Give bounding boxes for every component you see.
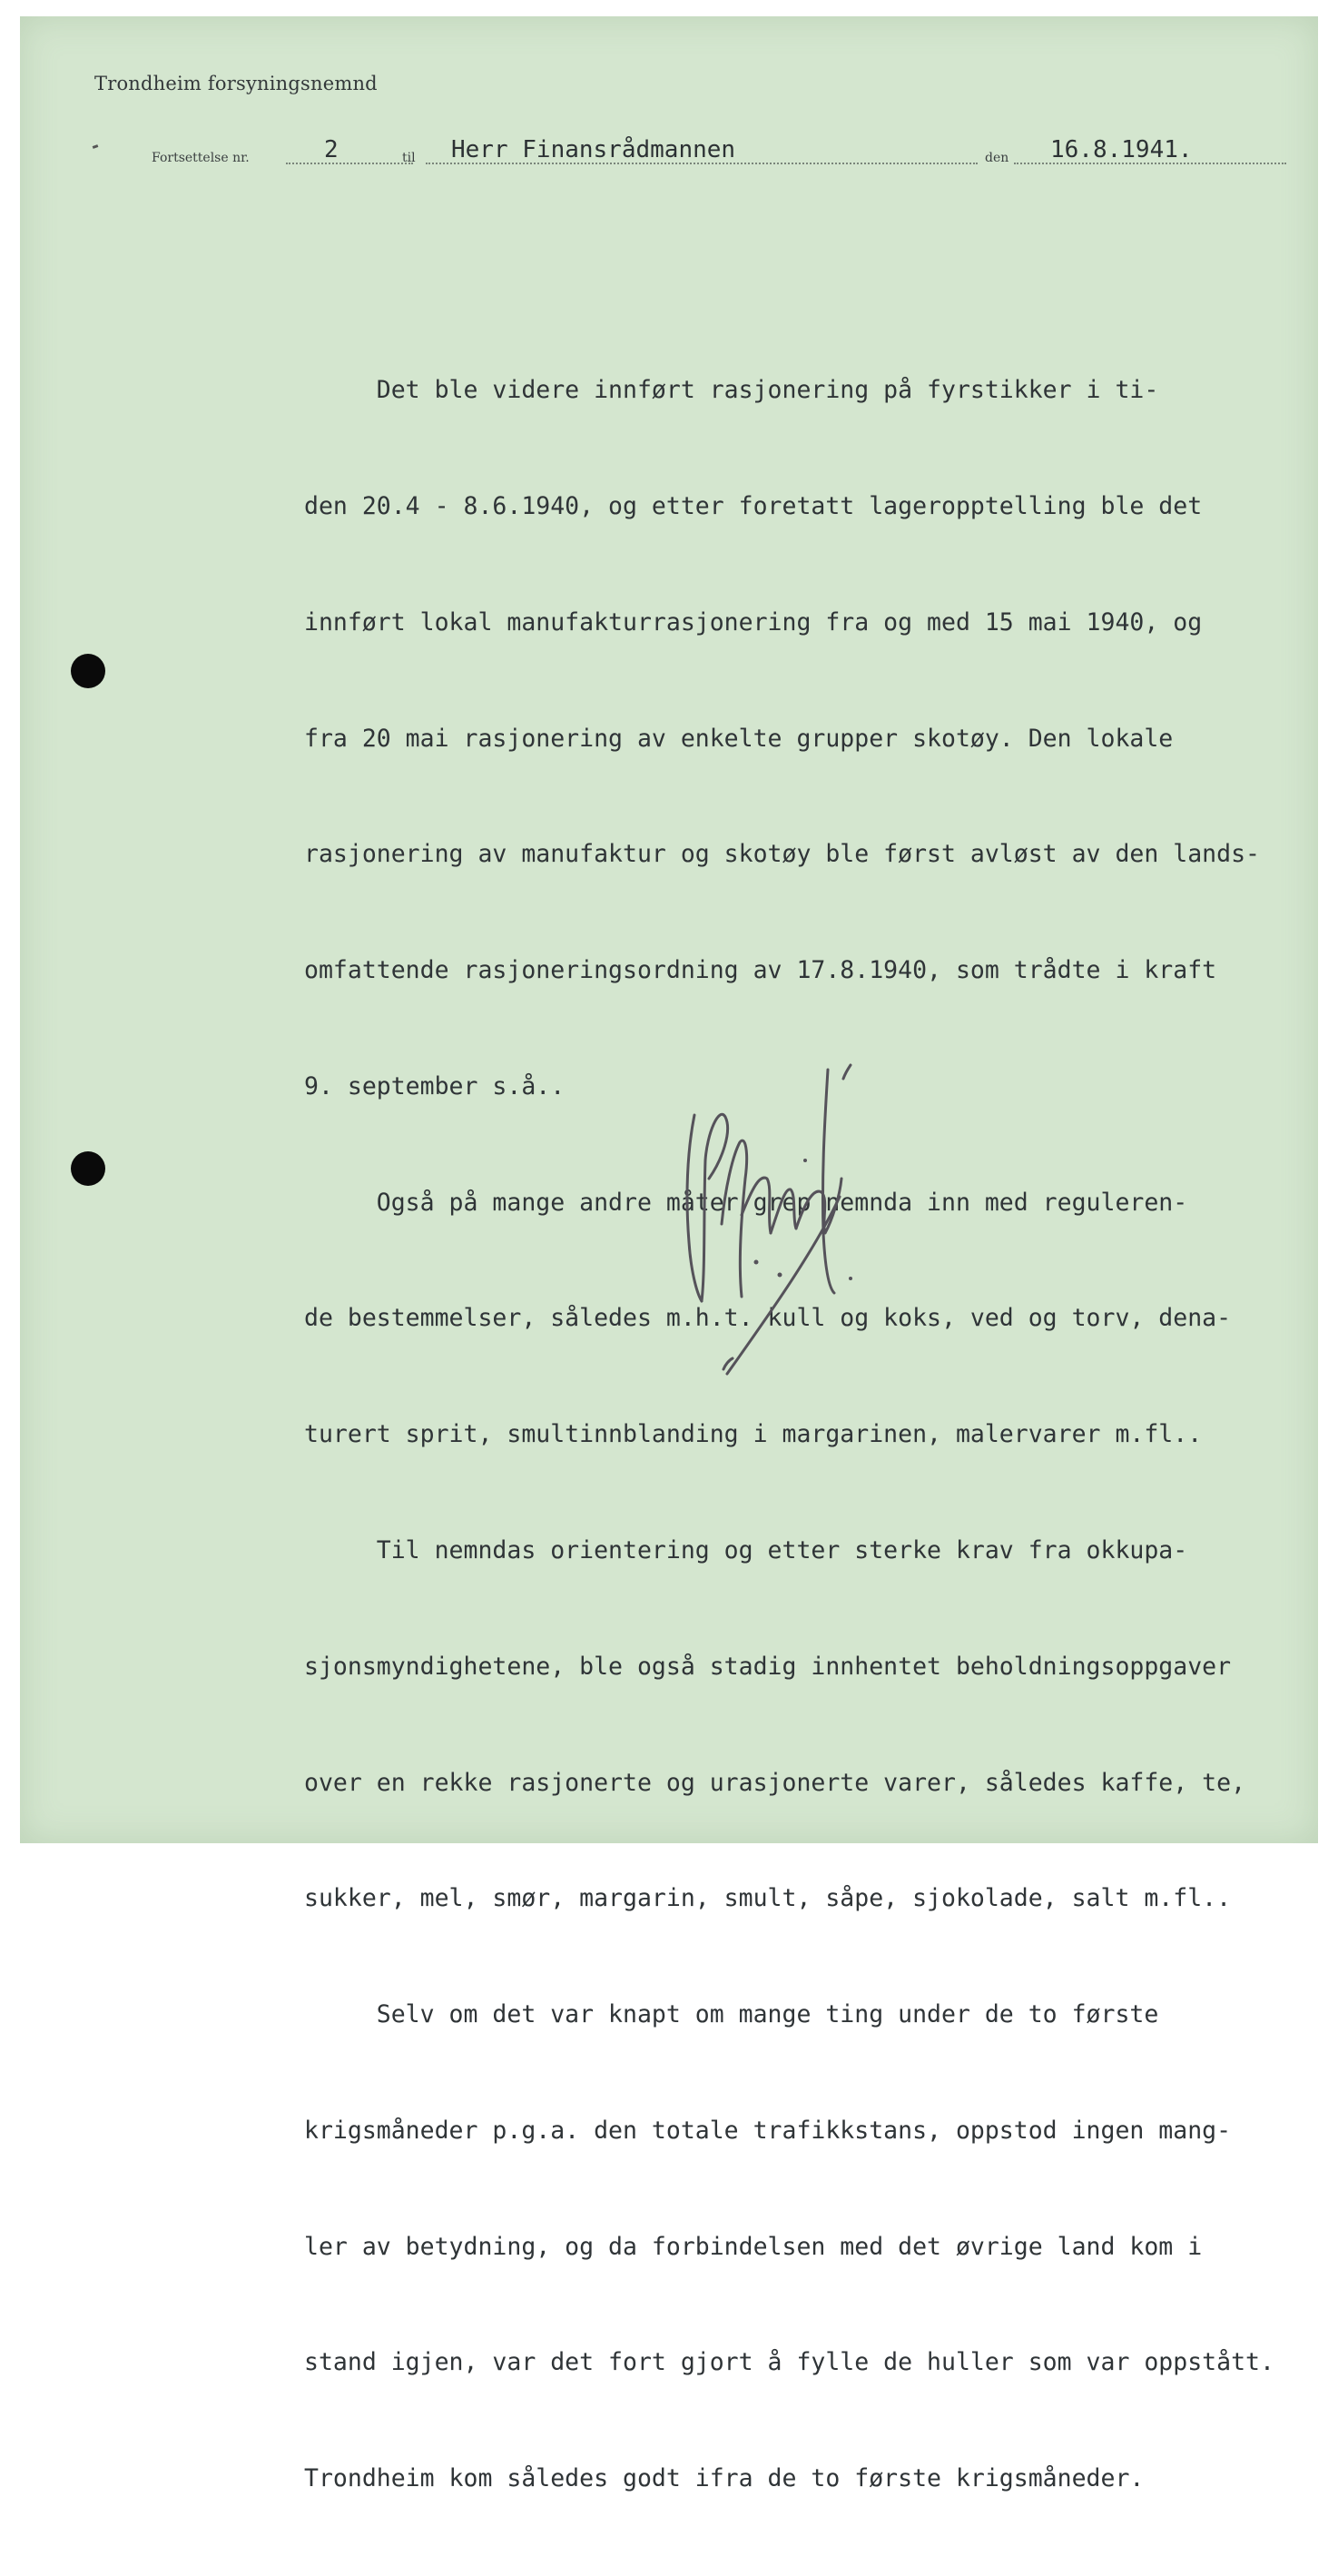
body-line: Også på mange andre måter grep nemnda inn med reguleren- <box>304 1188 1188 1217</box>
body-line: rasjonering av manufaktur og skotøy ble først avløst av den lands- <box>304 840 1260 869</box>
continuation-number: 2 <box>324 136 339 163</box>
recipient: Herr Finansrådmannen <box>451 136 736 163</box>
body-line: krigsmåneder p.g.a. den totale trafikkstans, oppstod ingen mang- <box>304 2116 1232 2145</box>
stray-mark <box>93 144 99 149</box>
letterhead: Trondheim forsyningsnemnd <box>94 73 378 94</box>
body-line: Selv om det var knapt om mange ting under de to første <box>304 2000 1159 2029</box>
letter-body <box>304 294 1321 2576</box>
punch-hole-upper <box>71 654 105 688</box>
body-line: ler av betydning, og da forbindelsen med det øvrige land kom i <box>304 2232 1203 2261</box>
continuation-label: Fortsettelse nr. <box>152 151 250 165</box>
body-line: Trondheim kom således godt ifra de to første krigsmåneder. <box>304 2464 1145 2493</box>
dotted-line <box>286 163 413 164</box>
body-line: de bestemmelser, således m.h.t. kull og koks, ved og torv, dena- <box>304 1304 1232 1333</box>
punch-hole-lower <box>71 1151 105 1186</box>
body-line: Til nemndas orientering og etter sterke krav fra okkupa- <box>304 1536 1188 1564</box>
date-label: den <box>985 151 1009 165</box>
continuation-line <box>152 136 1295 173</box>
body-line: fra 20 mai rasjonering av enkelte grupper skotøy. Den lokale <box>304 724 1174 753</box>
body-line: over en rekke rasjonerte og urasjonerte varer, således kaffe, te, <box>304 1768 1246 1797</box>
body-line: sjonsmyndighetene, ble også stadig innhentet beholdningsoppgaver <box>304 1652 1232 1681</box>
body-line: 9. september s.å.. <box>304 1071 566 1100</box>
body-line: stand igjen, var det fort gjort å fylle de huller som var oppstått. <box>304 2348 1274 2377</box>
document-page <box>20 16 1318 2493</box>
body-line: sukker, mel, smør, margarin, smult, såpe, sjokolade, salt m.fl.. <box>304 1884 1232 1913</box>
body-line: omfattende rasjoneringsordning av 17.8.1940, som trådte i kraft <box>304 956 1217 985</box>
body-line: innført lokal manufakturrasjonering fra og med 15 mai 1940, og <box>304 607 1203 637</box>
body-line: den 20.4 - 8.6.1940, og etter foretatt lageropptelling ble det <box>304 491 1203 520</box>
letter-date: 16.8.1941. <box>1050 136 1193 163</box>
body-line: turert sprit, smultinnblanding i margarinen, malervarer m.fl.. <box>304 1420 1203 1449</box>
handwritten-signature <box>669 1051 878 1378</box>
body-line: Det ble videre innført rasjonering på fyrstikker i ti- <box>304 376 1159 405</box>
to-label: til <box>402 151 416 165</box>
